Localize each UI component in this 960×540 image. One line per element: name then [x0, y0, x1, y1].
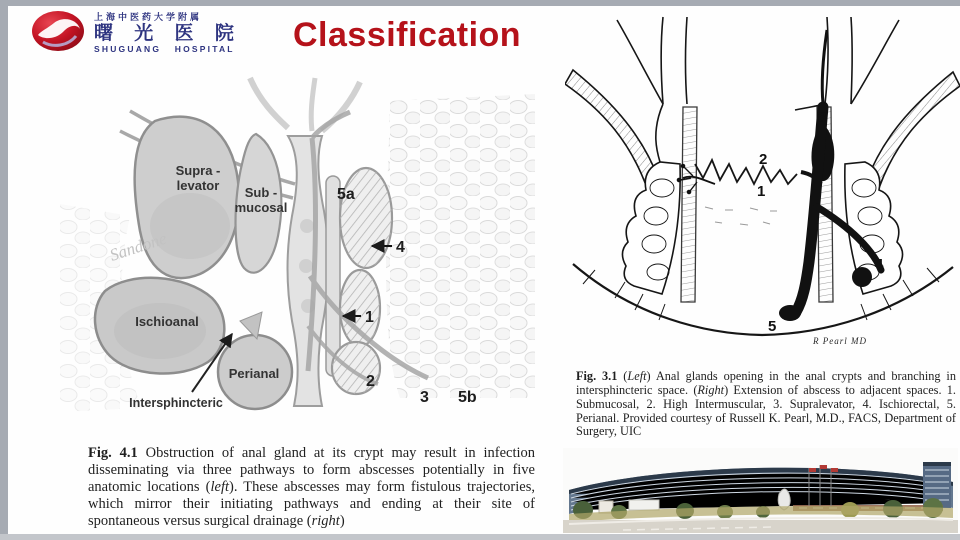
- label-supralevator-line1: Supra -: [175, 163, 221, 178]
- photo-entrance-canopy: [629, 500, 659, 510]
- page-title: Classification: [293, 16, 522, 54]
- fig41-caption-tag: Fig. 4.1: [88, 444, 138, 461]
- space-number-3: 3: [818, 109, 827, 126]
- label-intersphincteric: Intersphincteric: [129, 396, 223, 410]
- label-supralevator-line2: levator: [176, 178, 220, 193]
- perineal-stipple: [705, 207, 777, 225]
- dentate-line-crypts: [695, 160, 797, 184]
- supralevator-shading: [150, 193, 230, 259]
- fat-tissue-right: [386, 94, 535, 398]
- shuguang-logo-icon: [30, 8, 86, 59]
- right-half-rectal-walls: [795, 17, 899, 110]
- tract-number-2: 2: [366, 373, 375, 390]
- logo-affiliation-text: 上海中医药大学附属: [94, 12, 203, 23]
- hospital-logo: [30, 8, 242, 59]
- frame-top-edge: [0, 0, 960, 6]
- tract-number-4: 4: [396, 239, 405, 256]
- tract-number-5a: 5a: [337, 186, 355, 203]
- space-number-2: 2: [759, 151, 768, 168]
- ischioanal-shading: [114, 303, 206, 359]
- logo-hospital-name-en: SHUGUANG HOSPITAL: [94, 43, 235, 54]
- photo-gate-booth: [599, 501, 613, 513]
- fig41-caption: Fig. 4.1 Obstruction of anal gland at its crypt may result in infection disseminating via three pathways to form abscesses potentially in five anatomic locations (left). These abscesses may form fistulous trajectories, which mirror their initiating pathways and ending at their site of spontaneous versus surgical drainage (right): [88, 444, 536, 530]
- left-internal-sphincter: [681, 107, 697, 302]
- tract-number-1: 1: [365, 309, 374, 326]
- fig41-anatomy-illustration: [60, 76, 535, 423]
- artist-signature: Sandone: [107, 228, 169, 265]
- label-submucosal-line1: Sub -: [244, 185, 278, 200]
- fig31-caption: Fig. 3.1 (Left) Anal glands opening in the anal crypts and branching in intersphincteric space. (Right) Extension of abscess to adjacent spaces. 1. Submucosal, 2. High Intermuscular, 3. Supralevator, 4. Ischiorectal, 5. Perianal. Provided courtesy of Russell K. Pearl, M.D., FACS, Department of Surgery, UIC: [576, 369, 956, 439]
- hospital-building-photo: [563, 448, 958, 533]
- logo-hospital-name-cn: 曙 光 医 院: [94, 22, 242, 44]
- frame-bottom-edge: [0, 534, 960, 540]
- space-number-4: 4: [875, 256, 884, 273]
- space-number-1: 1: [757, 183, 766, 200]
- pearl-signature: R Pearl MD: [813, 336, 867, 346]
- left-levator-band: [565, 70, 659, 188]
- right-levator-band: [867, 72, 960, 188]
- fig31-caption-tag: Fig. 3.1: [576, 369, 618, 384]
- hospital-logo-text: [94, 13, 242, 53]
- label-perianal: Perianal: [228, 366, 280, 381]
- tract-number-5b: 5b: [458, 389, 477, 406]
- fig31-pen-drawing: [565, 12, 960, 357]
- left-external-sphincter: [622, 162, 680, 294]
- space-number-5: 5: [768, 318, 777, 335]
- label-ischioanal: Ischioanal: [135, 314, 199, 329]
- label-submucosal-line2: mucosal: [234, 200, 288, 215]
- tract-number-3: 3: [420, 389, 429, 406]
- frame-left-edge: [0, 0, 8, 540]
